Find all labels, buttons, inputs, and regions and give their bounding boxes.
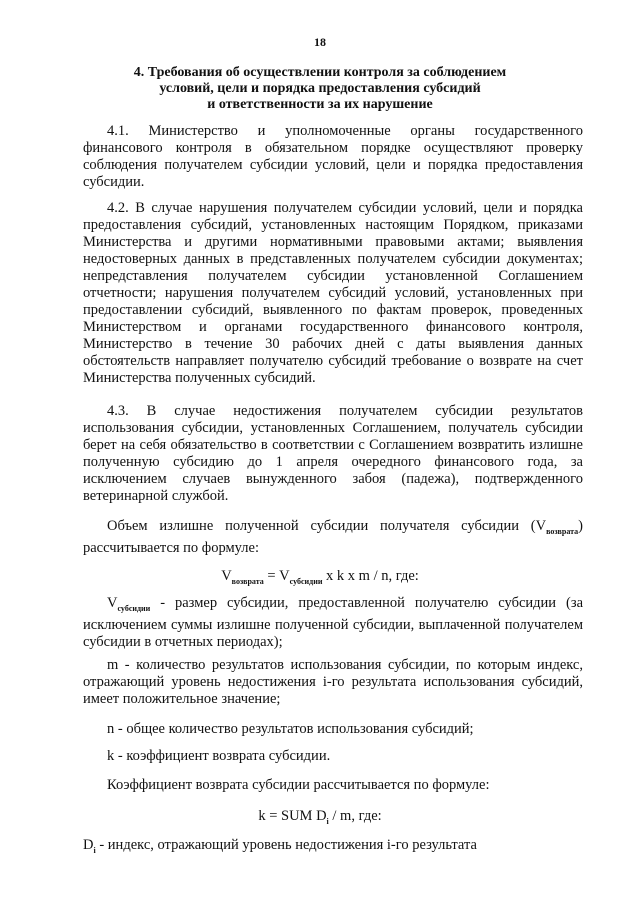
section-title-line-2: условий, цели и порядка предоставления субсидий <box>159 81 481 96</box>
section-title-line-3: и ответственности за их нарушение <box>207 97 433 112</box>
definition-k: k - коэффициент возврата субсидии. <box>107 748 331 764</box>
page-number: 18 <box>314 35 326 49</box>
section-title-line-1: 4. Требования об осуществлении контроля за соблюдением <box>133 65 507 80</box>
formula-refund-volume: $V_{возврата} = V_{субсидии}$ x k x m / n, где: <box>221 568 419 586</box>
paragraph-4-1: 4.1. Министерство и уполномоченные органы государственного финансового контроля в обязательном порядке осуществляют проверку соблюдения получателем субсидии условий, цели и порядка предоставления субсидии. <box>83 123 583 190</box>
definition-n: n - общее количество результатов использования субсидий; <box>107 721 474 737</box>
definition-m: m - количество результатов использования субсидии, по которым индекс, отражающий уровень недостижения i-го результата использования субсидий, имеет положительное значение; <box>83 657 583 707</box>
formula-k-coefficient: k = SUM $D_i$ / m, где: <box>258 808 382 826</box>
paragraph-4-3: 4.3. В случае недостижения получателем субсидии результатов использования субсидии, установленных Соглашением, получатель субсидии берет на себя обязательство в соответствии с Соглашением возвратить излишне полученную субсидию до 1 апреля очередного финансового года, за исключением случаев вынужденного забоя (падежа), подтвержденного ветеринарной службой. <box>83 403 583 504</box>
paragraph-4-2: 4.2. В случае нарушения получателем субсидии условий, цели и порядка предоставления субсидий, установленных настоящим Порядком, приказами Министерства и другими нормативными правовыми актами; выявления недостоверных данных в представленных получателем субсидии документах; непредставления получателем субсидии установленной Соглашением отчетности; нарушения получателем субсидий условий, установленных при предоставлении субсидий, выявленного по фактам проверок, проведенных Министерством и органами государственного финансового контроля, Министерство в течение 30 рабочих дней с даты выявления данных обстоятельств направляет получателю субсидий требование о возврате на счет Министерства полученных субсидий. <box>83 200 583 386</box>
definition-v-subsidy: $V_{субсидии}$ - размер субсидии, предоставленной получателю субсидии (за исключением суммы излишне полученной субсидии, выплаченной получателем субсидии в отчетных периодах); <box>83 595 583 650</box>
definition-di: $D_i$ - индекс, отражающий уровень недостижения i-го результата <box>83 837 477 855</box>
paragraph-k-intro: Коэффициент возврата субсидии рассчитывается по формуле: <box>107 777 490 793</box>
paragraph-volume-intro: Объем излишне полученной субсидии получателя субсидии $(V_{возврата})$ рассчитывается по формуле: <box>83 518 583 556</box>
section-title <box>70 65 570 113</box>
